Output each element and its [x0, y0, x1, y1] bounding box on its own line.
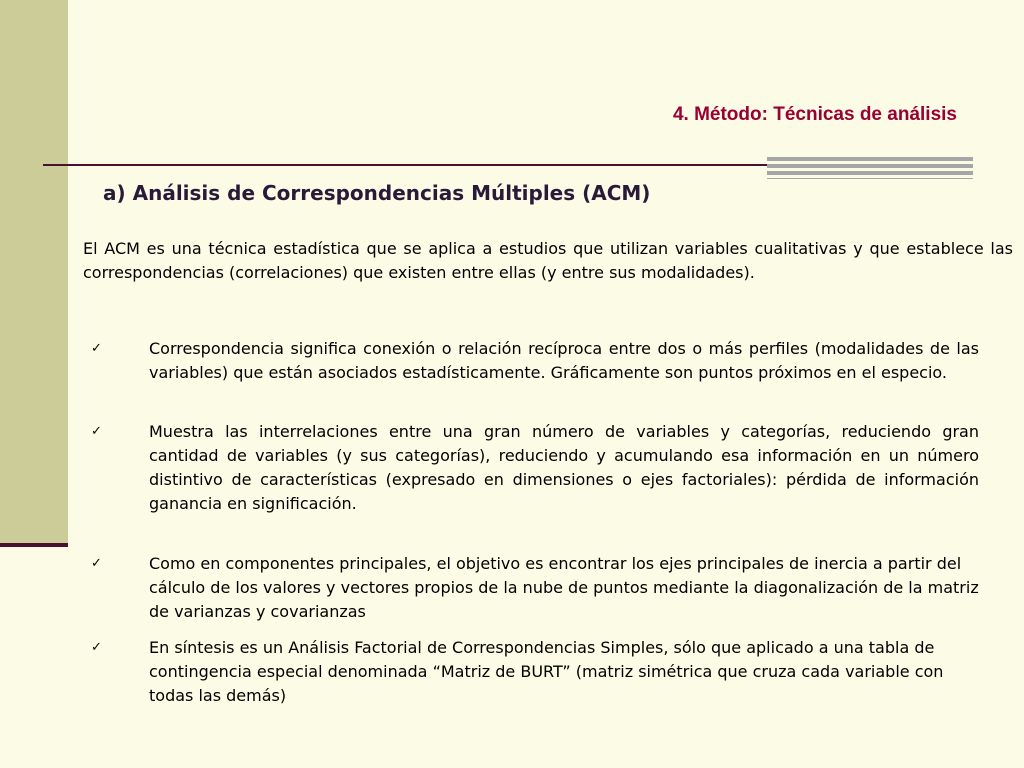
intro-paragraph: El ACM es una técnica estadística que se aplica a estudios que utilizan variables cualitativas y que establece las correspondencias (correlaciones) que existen entre ellas (y entre sus modalidades). — [83, 239, 1013, 282]
checkmark-icon: ✓ — [91, 424, 102, 439]
bullet-item — [91, 337, 979, 385]
bullet-text: Muestra las interrelaciones entre una gran número de variables y categorías, reduciendo gran cantidad de variables (y sus categorías), reduciendo y acumulando esa información en un número distintivo de características (expresado en dimensiones o ejes factoriales): pérdida de información ganancia en significación. — [149, 422, 979, 513]
bullet-text: Como en componentes principales, el objetivo es encontrar los ejes principales de inercia a partir del cálculo de los valores y vectores propios de la nube de puntos mediante la diagonalización de la matriz de varianzas y covarianzas — [149, 554, 979, 621]
left-decorative-band — [0, 0, 68, 545]
bullet-text: Correspondencia significa conexión o relación recíproca entre dos o más perfiles (modalidades de las variables) que están asociados estadísticamente. Gráficamente son puntos próximos en el especio. — [149, 339, 979, 382]
bullet-text: En síntesis es un Análisis Factorial de Correspondencias Simples, sólo que aplicado a una tabla de contingencia especial denominada “Matriz de BURT” (matriz simétrica que cruza cada variable con todas las demás) — [149, 638, 944, 705]
bullet-item — [91, 552, 979, 624]
header-stripes — [767, 157, 973, 179]
checkmark-icon: ✓ — [91, 341, 102, 356]
bullet-item — [91, 420, 979, 516]
section-heading: a) Análisis de Correspondencias Múltiples (ACM) — [103, 181, 651, 205]
checkmark-icon: ✓ — [91, 556, 102, 571]
slide-title: 4. Método: Técnicas de análisis — [672, 104, 957, 125]
left-band-rule — [0, 543, 68, 547]
bullet-item — [91, 636, 979, 708]
checkmark-icon: ✓ — [91, 640, 102, 655]
